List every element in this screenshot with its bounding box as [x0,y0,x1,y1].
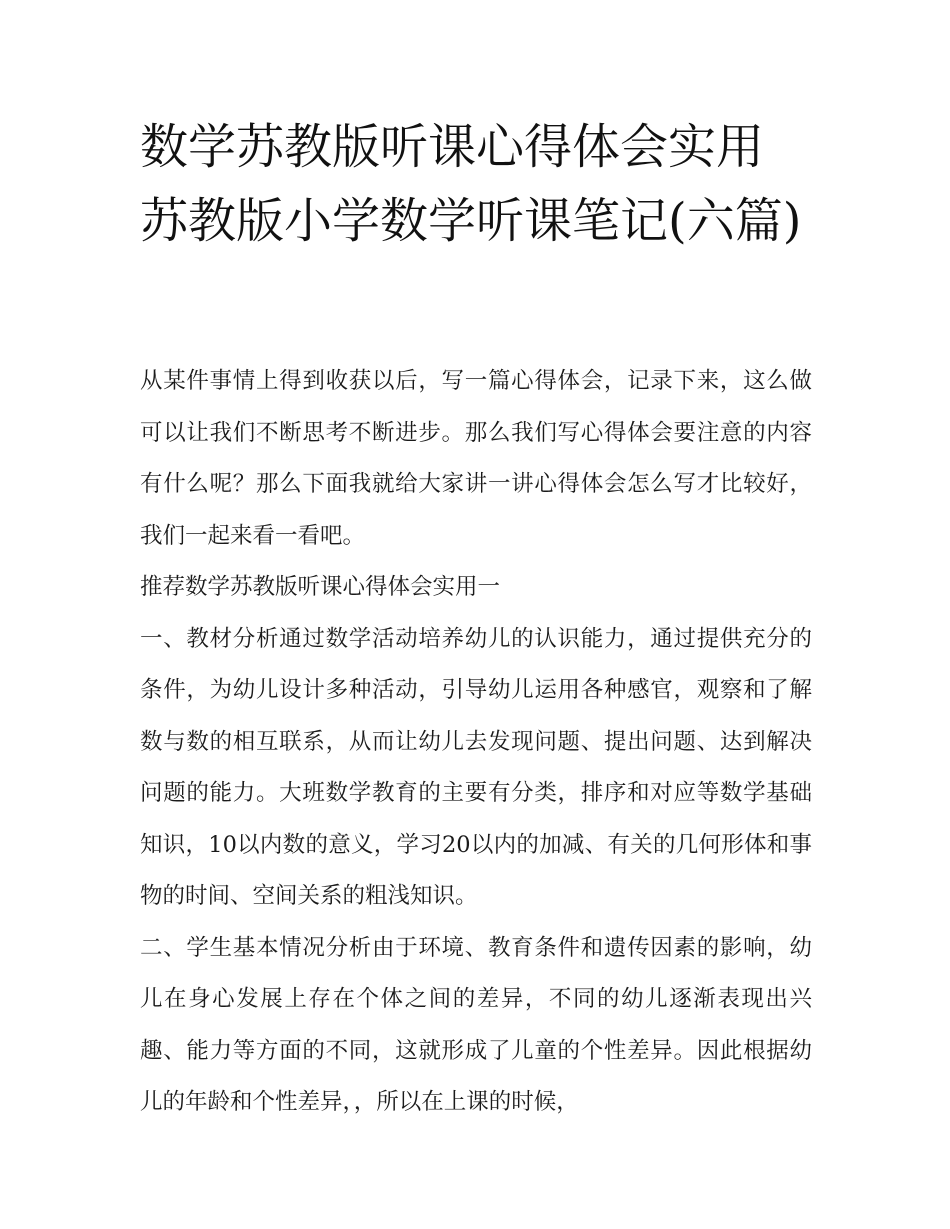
section-heading: 推荐数学苏教版听课心得体会实用一 [140,574,501,600]
document-title: 数学苏教版听课心得体会实用苏教版小学数学听课笔记(六篇) [140,119,802,249]
paragraph-1: 一、教材分析通过数学活动培养幼儿的认识能力，通过提供充分的条件，为幼儿设计多种活动，引导幼儿运用各种感官，观察和了解数与数的相互联系，从而让幼儿去发现问题、提出问题、达到解决问题的能力。大班数学教育的主要有分类，排序和对应等数学基础知识，10以内数的意义，学习20以内的加减、有关的几何形体和事物的时间、空间关系的粗浅知识。 [140,625,812,909]
paragraph-2: 二、学生基本情况分析由于环境、教育条件和遗传因素的影响，幼儿在身心发展上存在个体之间的差异，不同的幼儿逐渐表现出兴趣、能力等方面的不同，这就形成了儿童的个性差异。因此根据幼儿的年龄和个性差异，，所以在上课的时候， [140,934,812,1115]
intro-paragraph: 从某件事情上得到收获以后，写一篇心得体会，记录下来，这么做可以让我们不断思考不断进步。那么我们写心得体会要注意的内容有什么呢？那么下面我就给大家讲一讲心得体会怎么写才比较好，我们一起来看一看吧。 [140,368,812,549]
document-body [140,356,812,1129]
